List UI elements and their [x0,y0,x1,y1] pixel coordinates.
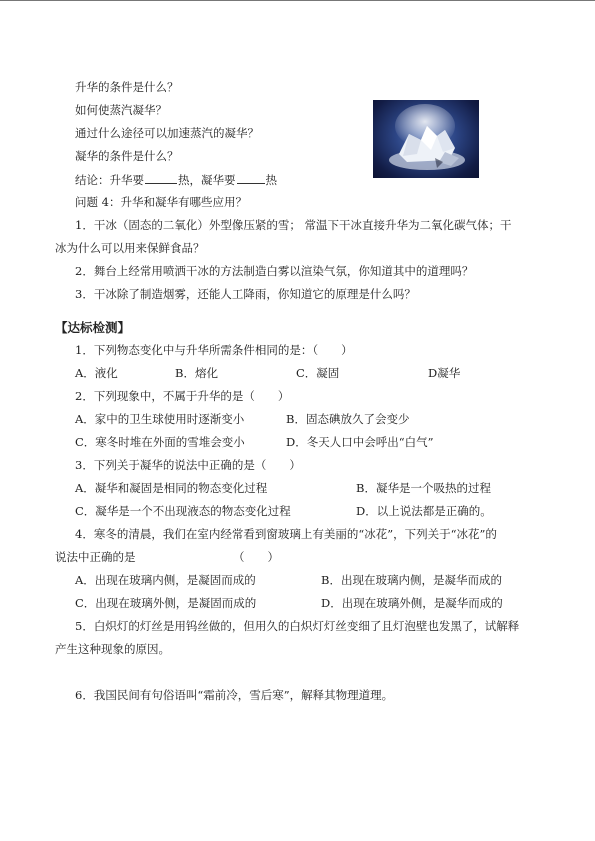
q5-line1: 5．白炽灯的灯丝是用钨丝做的，但用久的白炽灯灯丝变细了且灯泡壁也发黑了，试解释 [75,619,520,633]
line-application-2: 2．舞台上经常用喷洒干冰的方法制造白雾以渲染气氛，你知道其中的道理吗？ [75,264,474,278]
q4-option-b: B．出现在玻璃内侧，是凝华而成的 [321,573,502,587]
conclusion-part-b: 热，凝华要 [178,173,236,187]
line-application-1a: 1．干冰（固态的二氧化）外型像压紧的雪； 常温下干冰直接升华为二氧化碳气体；干 [75,218,512,232]
q4-stem-line1: 4．寒冬的清晨，我们在室内经常看到窗玻璃上有美丽的“冰花”，下列关于“冰花”的 [75,527,497,541]
q4-option-a: A．出现在玻璃内侧，是凝固而成的 [75,573,256,587]
q5-line2: 产生这种现象的原因。 [55,642,170,656]
line-conclusion [75,172,277,188]
line-deposition-condition: 凝华的条件是什么？ [75,149,179,163]
line-how-condense: 如何使蒸汽凝华？ [75,103,167,117]
line-application-3: 3．干冰除了制造烟雾，还能人工降雨，你知道它的原理是什么吗？ [75,287,416,301]
fill-blank[interactable] [145,172,177,184]
line-speed-up: 通过什么途径可以加速蒸汽的凝华？ [75,126,259,140]
q3-option-b: B．凝华是一个吸热的过程 [356,481,491,495]
q1-stem: 1．下列物态变化中与升华所需条件相同的是：（ ） [75,343,353,357]
q4-option-d: D．出现在玻璃外侧，是凝华而成的 [321,596,503,610]
dry-ice-photo [373,100,479,178]
q4-answer-paren: （ ） [233,550,279,564]
q1-option-b: B．熔化 [175,366,218,380]
q4-stem-line2: 说法中正确的是 [55,550,136,564]
q2-option-a: A．家中的卫生球使用时逐渐变小 [75,412,245,426]
q3-option-d: D．以上说法都是正确的。 [356,504,492,518]
q3-option-a: A．凝华和凝固是相同的物态变化过程 [75,481,268,495]
q2-option-b: B．固态碘放久了会变少 [286,412,410,426]
q1-option-d: D凝华 [428,366,461,380]
q3-stem: 3．下列关于凝华的说法中正确的是（ ） [75,458,301,472]
dry-ice-illustration [373,100,479,178]
fill-blank[interactable] [237,172,265,184]
conclusion-part-a: 结论：升华要 [75,173,144,187]
section-title: 【达标检测】 [55,320,131,335]
q1-option-c: C．凝固 [296,366,340,380]
line-sublimation-condition: 升华的条件是什么？ [75,80,179,94]
conclusion-part-c: 热 [265,173,277,187]
q6-line1: 6．我国民间有句俗语叫“霜前冷，雪后寒”，解释其物理道理。 [75,688,394,702]
line-problem-4: 问题 4：升华和凝华有哪些应用？ [75,195,247,209]
q3-option-c: C．凝华是一个不出现液态的物态变化过程 [75,504,291,518]
line-application-1b: 冰为什么可以用来保鲜食品？ [55,241,205,255]
q2-option-d: D．冬天人口中会呼出“白气” [286,435,434,449]
q1-option-a: A．液化 [75,366,118,380]
q2-stem: 2．下列现象中，不属于升华的是（ ） [75,389,290,403]
q2-option-c: C．寒冬时堆在外面的雪堆会变小 [75,435,245,449]
top-rule [0,0,595,1]
q4-option-c: C．出现在玻璃外侧，是凝固而成的 [75,596,257,610]
